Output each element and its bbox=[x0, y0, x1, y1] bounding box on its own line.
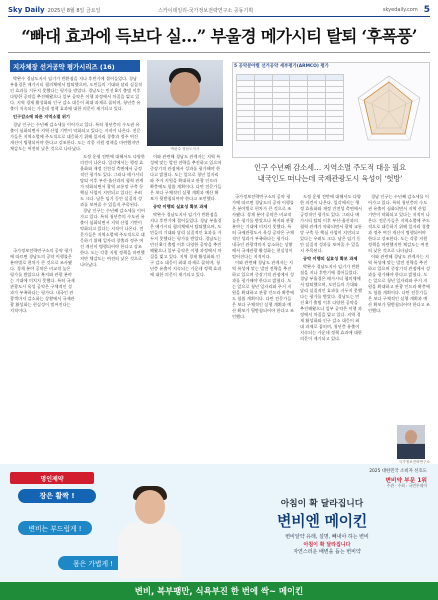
award-organizer: 주관 · 주최 : 국민투데이 bbox=[386, 483, 427, 488]
article-column-3 bbox=[80, 154, 145, 460]
award-line: 2025 대한민국 소비자 선호도 bbox=[369, 469, 427, 474]
award-title: 변비약 부문 1위 bbox=[385, 478, 427, 484]
article-paragraph: 경남 인구는 수년째 감소세를 이어가고 있다. 특히 청년층의 수도권 유출이 심화되면서 지역 산업 기반이 약화되고 있다는 지적이 나온다. 전문가들은 지역소멸에 주도적으로 대응하기 위해 일자리 창출과 정주 여건 개선이 병행되어야 한다고 강조한다. 도는 각종 지원 정책을 마련했지만 체감도는 여전히 낮은 것으로 나타났다. bbox=[80, 208, 145, 267]
table-cell bbox=[326, 135, 344, 141]
radar-series bbox=[364, 82, 412, 134]
article-paragraph: 경남 인구는 수년째 감소세를 이어가고 있다. 특히 청년층의 수도권 유출이 심화되면서 지역 산업 기반이 약화되고 있다는 지적이 나온다. 전문가들은 지역소멸에 주도적으로 대응하기 위해 일자리 창출과 정주 여건 개선이 병행되어야 한다고 강조한다. 도는 각종 지원 정책을 마련했지만 체감도는 여전히 낮은 것으로 나타났다. bbox=[10, 122, 141, 151]
ad-copy-line: 자연스러운 배변을 돕는 변비약 bbox=[293, 549, 361, 555]
author-photo bbox=[397, 425, 425, 459]
ad-copy bbox=[252, 534, 402, 557]
table-cell bbox=[272, 135, 290, 141]
article-column-6 bbox=[300, 194, 362, 460]
chart-title: 5 공약분야별 선거공약 세부평가(ARMCO) 평가 bbox=[234, 64, 329, 69]
evaluation-table bbox=[236, 74, 344, 141]
pull-quote bbox=[232, 162, 428, 192]
masthead-rule bbox=[8, 16, 430, 17]
author-caption: 국가정보전략연구소 bbox=[398, 460, 430, 464]
table-cell bbox=[308, 135, 326, 141]
radar-chart bbox=[350, 68, 428, 154]
article-paragraph: 경남 인구는 수년째 감소세를 이어가고 있다. 특히 청년층의 수도권 유출이 심화되면서 지역 산업 기반이 약화되고 있다는 지적이 나온다. 전문가들은 지역소멸에 주도적으로 대응하기 위해 일자리 창출과 정주 여건 개선이 병행되어야 한다고 강조한다. 도는 각종 지원 정책을 마련했지만 체감도는 여전히 낮은 것으로 나타났다. bbox=[368, 194, 430, 253]
series-kicker: 지자체장 선거공약 평가시리즈 (16) bbox=[10, 60, 140, 72]
article-column-7 bbox=[368, 194, 430, 422]
article-paragraph: 이와 관련해 경남도 관계자는 지역 특성에 맞는 발전 전략을 추진하고 있으며 중장기적 관점에서 성과를 평가해야 한다고 밝혔다. 도는 앞으로 청년 일자리와 주거 지원을 확대하고 관광 인프라 확충에도 힘쓸 계획이다. 다만 전문가들은 보다 구체적인 실행 계획과 예산 확보가 뒷받침되어야 한다고 조언했다. bbox=[368, 254, 430, 313]
article-paragraph: 박완수 경남도지사 임기가 반환점을 지나 후반기에 접어들었다. 경남 부울경은 메가시티 협의체에서 탈퇴했으며, 도민들의 기대와 달리 실질적인 효과를 거두지 못했다는 평가를 받았다. 경남도는 민선 8기 출범 이후 다양한 공약을 추진해왔으나 일부 공약은 이행 과정에서 차질을 빚고 있다. 지역 경제 활성화와 인구 감소 대응이 최대 과제로 꼽히며, 청년층 유출이 지속되는 가운데 정책 효과에 대한 의문이 제기되고 있다. bbox=[10, 76, 142, 111]
article-paragraph: 이와 관련해 경남도 관계자는 지역 특성에 맞는 발전 전략을 추진하고 있으며 중장기적 관점에서 성과를 평가해야 한다고 밝혔다. 도는 앞으로 청년 일자리와 주거 지원을 확대하고 관광 인프라 확충에도 힘쓸 계획이다. 다만 전문가들은 보다 구체적인 실행 계획과 예산 확보가 뒷받침되어야 한다고 조언했다. bbox=[232, 260, 294, 319]
ad-title: 변비엔 메이킨 bbox=[276, 512, 368, 530]
article-column-2 bbox=[10, 248, 75, 460]
section-subhead: 공약 이행의 실효성 확보 과제 bbox=[153, 204, 208, 209]
photo-caption: 박완수 경남도지사 bbox=[170, 147, 200, 151]
table-cell bbox=[290, 135, 308, 141]
ad-brand-logo: 명인제약 bbox=[10, 472, 94, 484]
table-cell bbox=[237, 135, 255, 141]
pull-quote-line-1: 인구 수년째 감소세… 지역소멸 주도적 대응 필요 bbox=[254, 163, 406, 172]
issue-date: 2025년 8월 8일 금요일 bbox=[47, 7, 101, 14]
ad-model-photo bbox=[110, 482, 190, 578]
photo-face bbox=[170, 72, 200, 106]
article-paragraph: 도정 운영 전반에 대해서도 다양한 의견이 나온다. 일각에서는 행정 효율화와 재정 건전성 측면에서 긍정적인 평가도 있다. 그러나 메가시티 탈퇴 이후 부산·울산과의 협력 관계가 약화되면서 광역 교통망 구축 등 핵심 사업이 지연되고 있다는 우려도 크다. 남은 임기 동안 실질적 성과를 보여줄 수 있을지 주목된다. bbox=[300, 194, 362, 253]
site-url[interactable]: skyedaily.com bbox=[382, 7, 418, 13]
section-subhead: 인구감소에 따른 지역소멸 위기 bbox=[13, 114, 70, 119]
ad-subtitle: 아침이 확 달라집니다 bbox=[280, 499, 364, 509]
ad-bottom-banner[interactable]: 변비, 복부팽만, 식욕부진 한 번에 싹~ 메이킨 bbox=[0, 582, 438, 600]
article-column-4 bbox=[150, 154, 222, 460]
section-subhead: 공약 이행의 실효성 확보 과제 bbox=[303, 256, 358, 261]
article-column-5 bbox=[232, 194, 294, 460]
ad-copy-line: 변비알약 유래, 설명, 빼내야 하는 변비 bbox=[285, 534, 369, 540]
page-title: “빠대 효과에 득보다 실…” 부울경 메가시티 탈퇴 ‘후폭풍’ bbox=[21, 27, 417, 46]
article-paragraph: 박완수 경남도지사 임기가 반환점을 지나 후반기에 접어들었다. 경남 부울경은 메가시티 협의체에서 탈퇴했으며, 도민들의 기대와 달리 실질적인 효과를 거두지 못했다는 평가를 받았다. 경남도는 민선 8기 출범 이후 다양한 공약을 추진해왔으나 일부 공약은 이행 과정에서 차질을 빚고 있다. 지역 경제 활성화와 인구 감소 대응이 최대 과제로 꼽히며, 청년층 유출이 지속되는 가운데 정책 효과에 대한 의문이 제기되고 있다. bbox=[300, 264, 362, 341]
newspaper-logo: Sky Daily bbox=[8, 6, 45, 14]
model-shirt bbox=[118, 522, 182, 578]
ad-copy-highlight: 아침이 확 달라집니다 bbox=[303, 541, 351, 548]
series-label: 스카이데일리-국가정보전략연구소 공동기획 bbox=[158, 7, 254, 14]
article-paragraph: 국가정보전략연구소의 공약 평가에 따르면 경남도의 공약 이행률은 분야별로 편차가 큰 것으로 조사됐다. 경제 분야 공약은 비교적 높은 평가를 받았으나 복지와 관광 분야는 기대에 미치지 못했다. 특히 국제관광도시 육성 공약은 구체적인 성과가 부족하다는 평가다. 내국인 관광객마저 감소하는 상황에서 국제관광 활성화는 현실성이 떨어진다는 지적이다. bbox=[10, 248, 75, 313]
governor-photo bbox=[147, 60, 223, 146]
article-paragraph: 도정 운영 전반에 대해서도 다양한 의견이 나온다. 일각에서는 행정 효율화와 재정 건전성 측면에서 긍정적인 평가도 있다. 그러나 메가시티 탈퇴 이후 부산·울산과의 협력 관계가 약화되면서 광역 교통망 구축 등 핵심 사업이 지연되고 있다는 우려도 크다. 남은 임기 동안 실질적 성과를 보여줄 수 있을지 주목된다. bbox=[80, 154, 145, 207]
article-paragraph: 국가정보전략연구소의 공약 평가에 따르면 경남도의 공약 이행률은 분야별로 편차가 큰 것으로 조사됐다. 경제 분야 공약은 비교적 높은 평가를 받았으나 복지와 관광 분야는 기대에 미치지 못했다. 특히 국제관광도시 육성 공약은 구체적인 성과가 부족하다는 평가다. 내국인 관광객마저 감소하는 상황에서 국제관광 활성화는 현실성이 떨어진다는 지적이다. bbox=[232, 194, 294, 259]
ad-bubble: 몸은 가볍게 ! bbox=[58, 556, 128, 570]
ad-bubble: 변비는 부드럽게 ! bbox=[18, 521, 92, 535]
article-paragraph: 이와 관련해 경남도 관계자는 지역 특성에 맞는 발전 전략을 추진하고 있으며 중장기적 관점에서 성과를 평가해야 한다고 밝혔다. 도는 앞으로 청년 일자리와 주거 지원을 확대하고 관광 인프라 확충에도 힘쓸 계획이다. 다만 전문가들은 보다 구체적인 실행 계획과 예산 확보가 뒷받침되어야 한다고 조언했다. bbox=[150, 154, 222, 201]
model-face bbox=[135, 490, 165, 524]
headline-rule bbox=[8, 52, 430, 53]
author-face bbox=[405, 430, 417, 444]
page-number: 5 bbox=[423, 5, 430, 15]
table-cell bbox=[254, 135, 272, 141]
masthead bbox=[8, 4, 430, 16]
article-paragraph: 박완수 경남도지사 임기가 반환점을 지나 후반기에 접어들었다. 경남 부울경은 메가시티 협의체에서 탈퇴했으며, 도민들의 기대와 달리 실질적인 효과를 거두지 못했다는 평가를 받았다. 경남도는 민선 8기 출범 이후 다양한 공약을 추진해왔으나 일부 공약은 이행 과정에서 차질을 빚고 있다. 지역 경제 활성화와 인구 감소 대응이 최대 과제로 꼽히며, 청년층 유출이 지속되는 가운데 정책 효과에 대한 의문이 제기되고 있다. bbox=[150, 212, 222, 277]
pull-quote-line-2: 내국인도 떠나는데 국제관광도시 육성이 ‘헛방’ bbox=[257, 174, 403, 183]
ad-bubble: 장은 활짝 ! bbox=[18, 489, 96, 503]
